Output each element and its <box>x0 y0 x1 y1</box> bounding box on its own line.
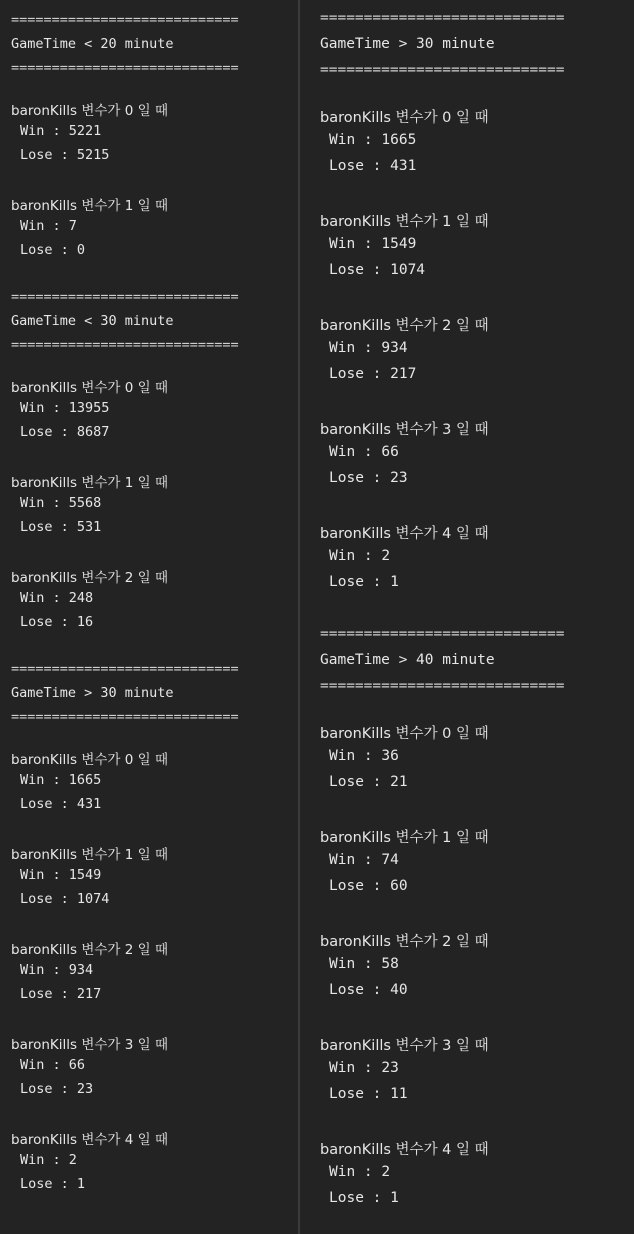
group-title: baronKills 변수가 2 일 때 <box>11 570 169 586</box>
lose-count: Lose : 23 <box>329 470 408 486</box>
lose-count: Lose : 8687 <box>20 424 110 440</box>
win-count: Win : 5221 <box>20 123 102 139</box>
lose-count: Lose : 1074 <box>20 891 110 907</box>
lose-count: Lose : 531 <box>20 519 102 535</box>
separator-line: ============================ <box>320 62 565 78</box>
group-title: baronKills 변수가 2 일 때 <box>11 942 169 958</box>
lose-count: Lose : 1 <box>20 1176 86 1192</box>
win-count: Win : 13955 <box>20 400 110 416</box>
section-header: GameTime > 30 minute <box>320 36 495 52</box>
group-title: baronKills 변수가 2 일 때 <box>320 318 489 334</box>
win-count: Win : 934 <box>20 962 94 978</box>
section-header: GameTime > 40 minute <box>320 652 495 668</box>
group-title: baronKills 변수가 2 일 때 <box>320 934 489 950</box>
group-title: baronKills 변수가 1 일 때 <box>11 847 169 863</box>
win-count: Win : 74 <box>329 852 399 868</box>
group-title: baronKills 변수가 0 일 때 <box>11 380 169 396</box>
lose-count: Lose : 217 <box>329 366 417 382</box>
win-count: Win : 66 <box>20 1057 86 1073</box>
separator-line: ============================ <box>11 709 239 725</box>
win-count: Win : 7 <box>20 218 77 234</box>
group-title: baronKills 변수가 0 일 때 <box>11 103 169 119</box>
section-header: GameTime < 30 minute <box>11 313 174 329</box>
lose-count: Lose : 1074 <box>329 262 426 278</box>
win-count: Win : 5568 <box>20 495 102 511</box>
left-output-column <box>0 0 298 1234</box>
win-count: Win : 58 <box>329 956 399 972</box>
win-count: Win : 23 <box>329 1060 399 1076</box>
separator-line: ============================ <box>11 289 239 305</box>
separator-line: ============================ <box>11 12 239 28</box>
section-header: GameTime < 20 minute <box>11 36 174 52</box>
right-output-column <box>300 0 634 1234</box>
lose-count: Lose : 1 <box>329 574 399 590</box>
group-title: baronKills 변수가 4 일 때 <box>320 526 489 542</box>
separator-line: ============================ <box>320 10 565 26</box>
group-title: baronKills 변수가 0 일 때 <box>11 752 169 768</box>
win-count: Win : 248 <box>20 590 94 606</box>
win-count: Win : 2 <box>20 1152 77 1168</box>
lose-count: Lose : 16 <box>20 614 94 630</box>
separator-line: ============================ <box>11 661 239 677</box>
group-title: baronKills 변수가 1 일 때 <box>320 214 489 230</box>
group-title: baronKills 변수가 4 일 때 <box>320 1142 489 1158</box>
lose-count: Lose : 21 <box>329 774 408 790</box>
group-title: baronKills 변수가 1 일 때 <box>11 475 169 491</box>
group-title: baronKills 변수가 4 일 때 <box>11 1132 169 1148</box>
win-count: Win : 2 <box>329 548 391 564</box>
separator-line: ============================ <box>320 678 565 694</box>
lose-count: Lose : 431 <box>20 796 102 812</box>
lose-count: Lose : 0 <box>20 242 86 258</box>
lose-count: Lose : 5215 <box>20 147 110 163</box>
separator-line: ============================ <box>320 626 565 642</box>
win-count: Win : 2 <box>329 1164 391 1180</box>
win-count: Win : 1665 <box>20 772 102 788</box>
group-title: baronKills 변수가 0 일 때 <box>320 726 489 742</box>
group-title: baronKills 변수가 1 일 때 <box>11 198 169 214</box>
win-count: Win : 1549 <box>20 867 102 883</box>
lose-count: Lose : 40 <box>329 982 408 998</box>
group-title: baronKills 변수가 1 일 때 <box>320 830 489 846</box>
lose-count: Lose : 431 <box>329 158 417 174</box>
lose-count: Lose : 1 <box>329 1190 399 1206</box>
win-count: Win : 36 <box>329 748 399 764</box>
group-title: baronKills 변수가 3 일 때 <box>320 1038 489 1054</box>
lose-count: Lose : 217 <box>20 986 102 1002</box>
win-count: Win : 1549 <box>329 236 417 252</box>
win-count: Win : 66 <box>329 444 399 460</box>
lose-count: Lose : 11 <box>329 1086 408 1102</box>
group-title: baronKills 변수가 0 일 때 <box>320 110 489 126</box>
win-count: Win : 934 <box>329 340 408 356</box>
win-count: Win : 1665 <box>329 132 417 148</box>
group-title: baronKills 변수가 3 일 때 <box>11 1037 169 1053</box>
separator-line: ============================ <box>11 337 239 353</box>
section-header: GameTime > 30 minute <box>11 685 174 701</box>
separator-line: ============================ <box>11 60 239 76</box>
lose-count: Lose : 23 <box>20 1081 94 1097</box>
group-title: baronKills 변수가 3 일 때 <box>320 422 489 438</box>
lose-count: Lose : 60 <box>329 878 408 894</box>
